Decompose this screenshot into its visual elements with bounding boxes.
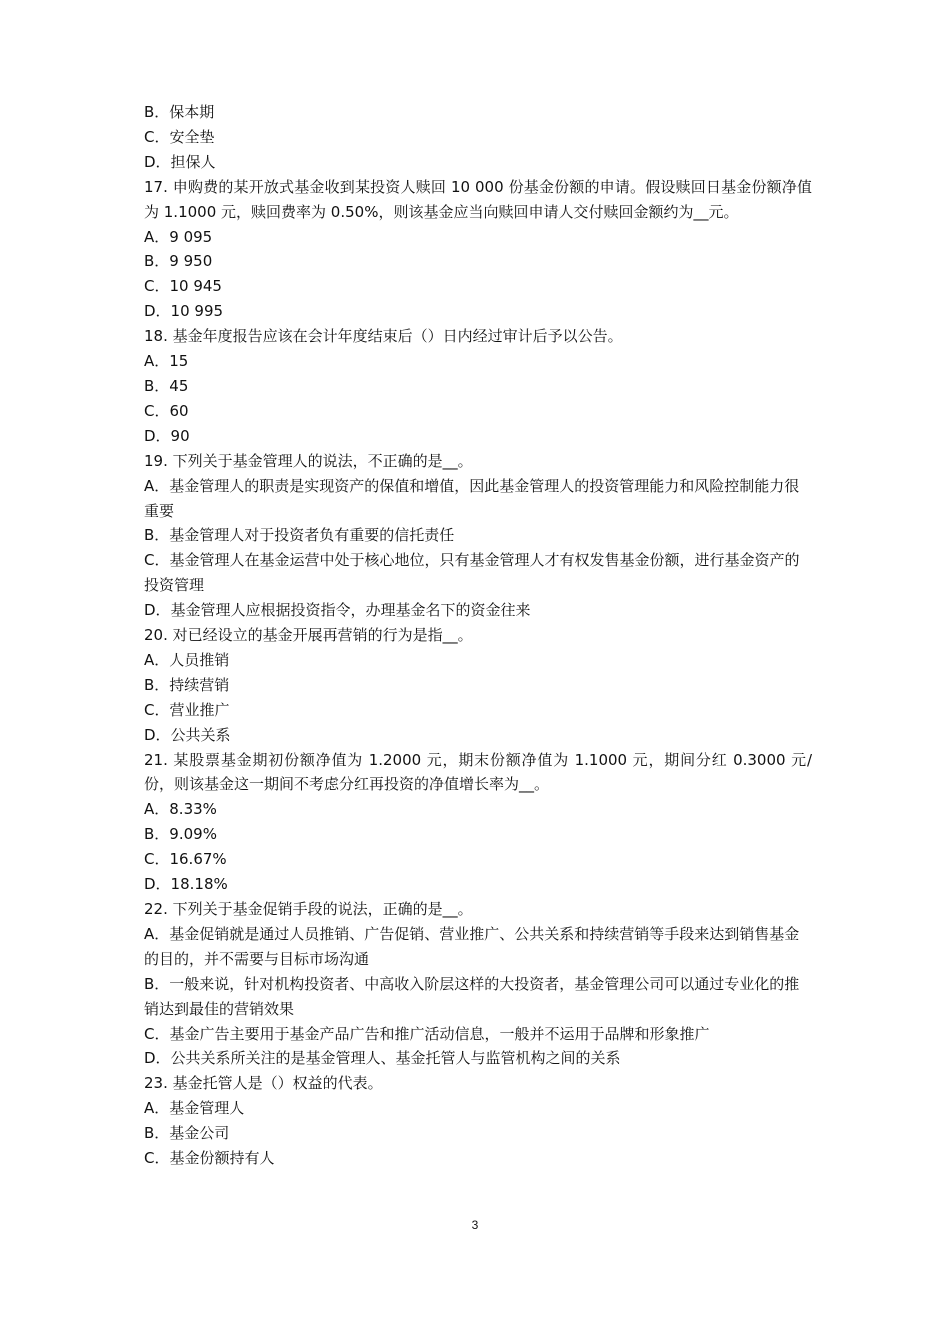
- answer-option: B．9 950: [144, 252, 213, 271]
- answer-option: B．9.09%: [144, 825, 217, 844]
- answer-option: D．10 995: [144, 302, 224, 321]
- document-body: [144, 100, 812, 1171]
- answer-option: A．基金管理人的职责是实现资产的保值和增值，因此基金管理人的投资管理能力和风险控制能力很重要: [144, 476, 800, 520]
- answer-option: D．公共关系所关注的是基金管理人、基金托管人与监管机构之间的关系: [144, 1049, 621, 1068]
- answer-option: C．安全垫: [144, 127, 215, 146]
- question-text: 20. 对已经设立的基金开展再营销的行为是指__。: [144, 626, 473, 645]
- answer-option: B．基金管理人对于投资者负有重要的信托责任: [144, 526, 455, 545]
- question-text: 21. 某股票基金期初份额净值为 1.2000 元，期末份额净值为 1.1000 元，期间分红 0.3000 元/份，则该基金这一期间不考虑分红再投资的净值增长率为__。: [144, 750, 812, 794]
- answer-option: C．16.67%: [144, 850, 227, 869]
- answer-option: D．担保人: [144, 152, 216, 171]
- answer-option: D．公共关系: [144, 725, 231, 744]
- answer-option: C．10 945: [144, 277, 222, 296]
- answer-option: B．基金公司: [144, 1124, 230, 1143]
- answer-option: C．营业推广: [144, 700, 230, 719]
- answer-option: B．45: [144, 376, 189, 395]
- answer-option: B．持续营销: [144, 675, 230, 694]
- question-text: 22. 下列关于基金促销手段的说法，正确的是__。: [144, 900, 473, 918]
- answer-option: C．60: [144, 401, 189, 420]
- answer-option: A．15: [144, 352, 189, 371]
- page-number: 3: [471, 1218, 479, 1232]
- answer-option: D．18.18%: [144, 875, 228, 894]
- answer-option: C．基金份额持有人: [144, 1149, 275, 1168]
- question-text: 19. 下列关于基金管理人的说法，不正确的是__。: [144, 451, 473, 470]
- answer-option: C．基金管理人在基金运营中处于核心地位，只有基金管理人才有权发售基金份额，进行基金资产的投资管理: [144, 551, 800, 595]
- answer-option: A．9 095: [144, 227, 213, 246]
- answer-option: B．一般来说，针对机构投资者、中高收入阶层这样的大投资者，基金管理公司可以通过专业化的推销达到最佳的营销效果: [144, 974, 800, 1018]
- question-text: 23. 基金托管人是（）权益的代表。: [144, 1074, 383, 1093]
- answer-option: A．基金促销就是通过人员推销、广告促销、营业推广、公共关系和持续营销等手段来达到销售基金的目的，并不需要与目标市场沟通: [144, 924, 800, 968]
- answer-option: D．90: [144, 426, 190, 445]
- answer-option: C．基金广告主要用于基金产品广告和推广活动信息，一般并不运用于品牌和形象推广: [144, 1024, 710, 1043]
- answer-option: A．人员推销: [144, 650, 230, 669]
- answer-option: D．基金管理人应根据投资指令，办理基金名下的资金往来: [144, 601, 531, 620]
- question-text: 18. 基金年度报告应该在会计年度结束后（）日内经过审计后予以公告。: [144, 327, 623, 346]
- answer-option: B．保本期: [144, 103, 215, 121]
- answer-option: A．基金管理人: [144, 1099, 245, 1118]
- question-text: 17. 申购费的某开放式基金收到某投资人赎回 10 000 份基金份额的申请。假设赎回日基金份额净值为 1.1000 元，赎回费率为 0.50%，则该基金应当向赎回申请人交付赎回金额约为__元。: [144, 177, 812, 221]
- answer-option: A．8.33%: [144, 800, 217, 819]
